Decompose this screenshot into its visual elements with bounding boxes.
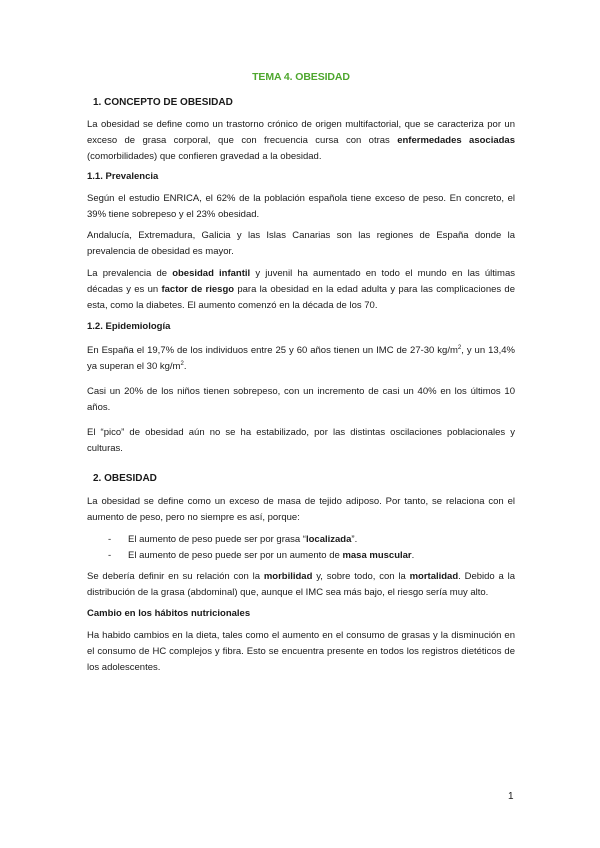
bullet-item-localizada: - El aumento de peso puede ser por grasa “localizada”. (108, 534, 358, 545)
epidemiology-paragraph-1: En España el 19,7% de los individuos entre 25 y 60 años tienen un IMC de 27-30 $kg/m^2$, y un 13,4% ya superan el 30 $kg/m^2$. (87, 344, 516, 372)
section-1-1-heading: 1.1. Prevalencia (87, 171, 159, 182)
prevalence-paragraph-2: Andalucía, Extremadura, Galicia y las Islas Canarias son las regiones de España donde la prevalencia de obesidad es mayor. (87, 230, 515, 257)
epidemiology-paragraph-2: Casi un 20% de los niños tienen sobrepeso, con un incremento de casi un 40% en los últimos 10 años. (87, 386, 515, 413)
prevalence-paragraph-3: La prevalencia de obesidad infantil y juvenil ha aumentado en todo el mundo en las últimas décadas y es un factor de riesgo para la obesidad en la edad adulta y para las complicaciones de esta, como la diabetes. El aumento comenzó en la década de los 70. (87, 268, 515, 311)
bullet-item-masa-muscular: - El aumento de peso puede ser por un aumento de masa muscular. (108, 550, 415, 561)
section-1-paragraph: La obesidad se define como un trastorno crónico de origen multifactorial, que se caracteriza por un exceso de grasa corporal, que con frecuencia cursa con otras enfermedades asociadas (comorbilidades) que confieren gravedad a la obesidad. (87, 119, 515, 162)
nutrition-subheading: Cambio en los hábitos nutricionales (87, 608, 251, 619)
section-2-heading: 2. OBESIDAD (93, 473, 157, 484)
page-number: 1 (508, 791, 514, 802)
epidemiology-paragraph-3: El “pico” de obesidad aún no se ha estabilizado, por las distintas oscilaciones poblacionales y culturas. (87, 427, 515, 454)
prevalence-paragraph-1: Según el estudio ENRICA, el 62% de la población española tiene exceso de peso. En concreto, el 39% tiene sobrepeso y el 23% obesidad. (87, 193, 515, 220)
obesity-paragraph-2: Se debería definir en su relación con la morbilidad y, sobre todo, con la mortalidad. Debido a la distribución de la grasa (abdominal) que, aunque el IMC sea más bajo, el riesgo sería muy alto. (87, 571, 516, 598)
document-title: TEMA 4. OBESIDAD (252, 71, 350, 83)
obesity-paragraph-1: La obesidad se define como un exceso de masa de tejido adiposo. Por tanto, se relaciona con el aumento de peso, pero no siempre es así, porque: (87, 496, 515, 523)
section-1-2-heading: 1.2. Epidemiología (87, 321, 171, 332)
nutrition-paragraph: Ha habido cambios en la dieta, tales como el aumento en el consumo de grasas y la disminución en el consumo de HC complejos y fibra. Esto se encuentra presente en todos los registros dietéticos de los adolescentes. (87, 630, 515, 673)
section-1-heading: 1. CONCEPTO DE OBESIDAD (93, 97, 233, 108)
